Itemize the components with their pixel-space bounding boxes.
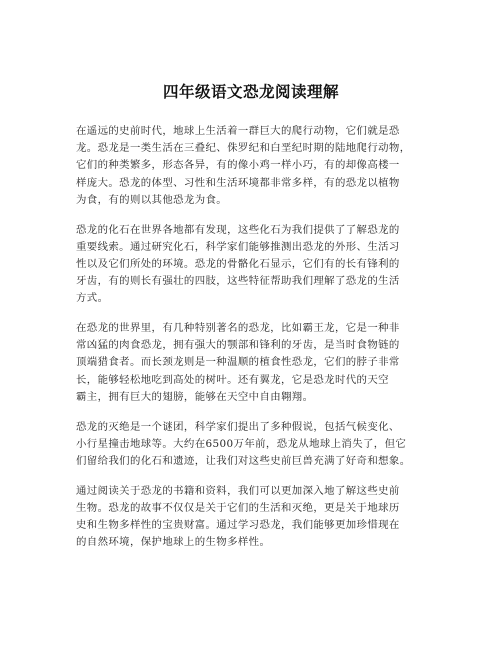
paragraph-line: 恐龙的灭绝是一个谜团，科学家们提出了多种假说，包括气候变化、 [76,420,400,433]
paragraph-line: 们留给我们的化石和遗迹，让我们对这些史前巨兽充满了好奇和想象。 [76,454,411,467]
paragraph-line: 常凶猛的肉食恐龙，拥有强大的颚部和锋利的牙齿，是当时食物链的 [76,339,400,352]
paragraph-4 [76,419,448,471]
paragraph-line: 恐龙的化石在世界各地都有发现，这些化石为我们提供了了解恐龙的 [76,223,400,236]
paragraph-line: 霸主，拥有巨大的翅膀，能够在天空中自由翱翔。 [76,390,314,403]
paragraph-line: 它们的种类繁多，形态各异，有的像小鸡一样小巧，有的却像高楼一 [76,159,400,172]
paragraph-line: 方式。 [76,292,109,305]
paragraph-line: 性以及它们所处的环境。恐龙的骨骼化石显示，它们有的长有锋利的 [76,257,400,270]
document-body [76,123,448,564]
paragraph-line: 在遥远的史前时代，地球上生活着一群巨大的爬行动物，它们就是恐 [76,125,400,137]
paragraph-line: 顶端猎食者。而长颈龙则是一种温顺的植食性恐龙，它们的脖子非常 [76,356,400,369]
paragraph-line: 在恐龙的世界里，有几种特别著名的恐龙，比如霸王龙，它是一种非 [76,322,400,335]
paragraph-line: 的自然环境，保护地球上的生物多样性。 [76,536,271,549]
paragraph-line: 生物。恐龙的故事不仅仅是关于它们的生活和灭绝，更是关于地球历 [76,501,400,514]
paragraph-line: 样庞大。恐龙的体型、习性和生活环境都非常多样，有的恐龙以植物 [76,176,400,189]
paragraph-line: 重要线索。通过研究化石，科学家们能够推测出恐龙的外形、生活习 [76,240,400,253]
document-title: 四年级语文恐龙阅读理解 [162,83,339,101]
paragraph-line: 为食，有的则以其他恐龙为食。 [76,193,228,206]
paragraph-5 [76,483,448,552]
paragraph-line: 长，能够轻松地吃到高处的树叶。还有翼龙，它是恐龙时代的天空 [76,373,389,386]
paragraph-3 [76,320,448,406]
paragraph-line: 牙齿，有的则长有强壮的四肢，这些特征帮助我们理解了恐龙的生活 [76,275,400,288]
paragraph-2 [76,222,448,308]
paragraph-line: 史和生物多样性的宝贵财富。通过学习恐龙，我们能够更加珍惜现在 [76,519,400,532]
paragraph-line: 小行星撞击地球等。大约在6500万年前，恐龙从地球上消失了，但它 [76,437,407,450]
paragraph-1 [76,123,448,209]
paragraph-line: 通过阅读关于恐龙的书籍和资料，我们可以更加深入地了解这些史前 [76,484,400,497]
paragraph-line: 龙。恐龙是一类生活在三叠纪、侏罗纪和白垩纪时期的陆地爬行动物， [76,142,411,155]
